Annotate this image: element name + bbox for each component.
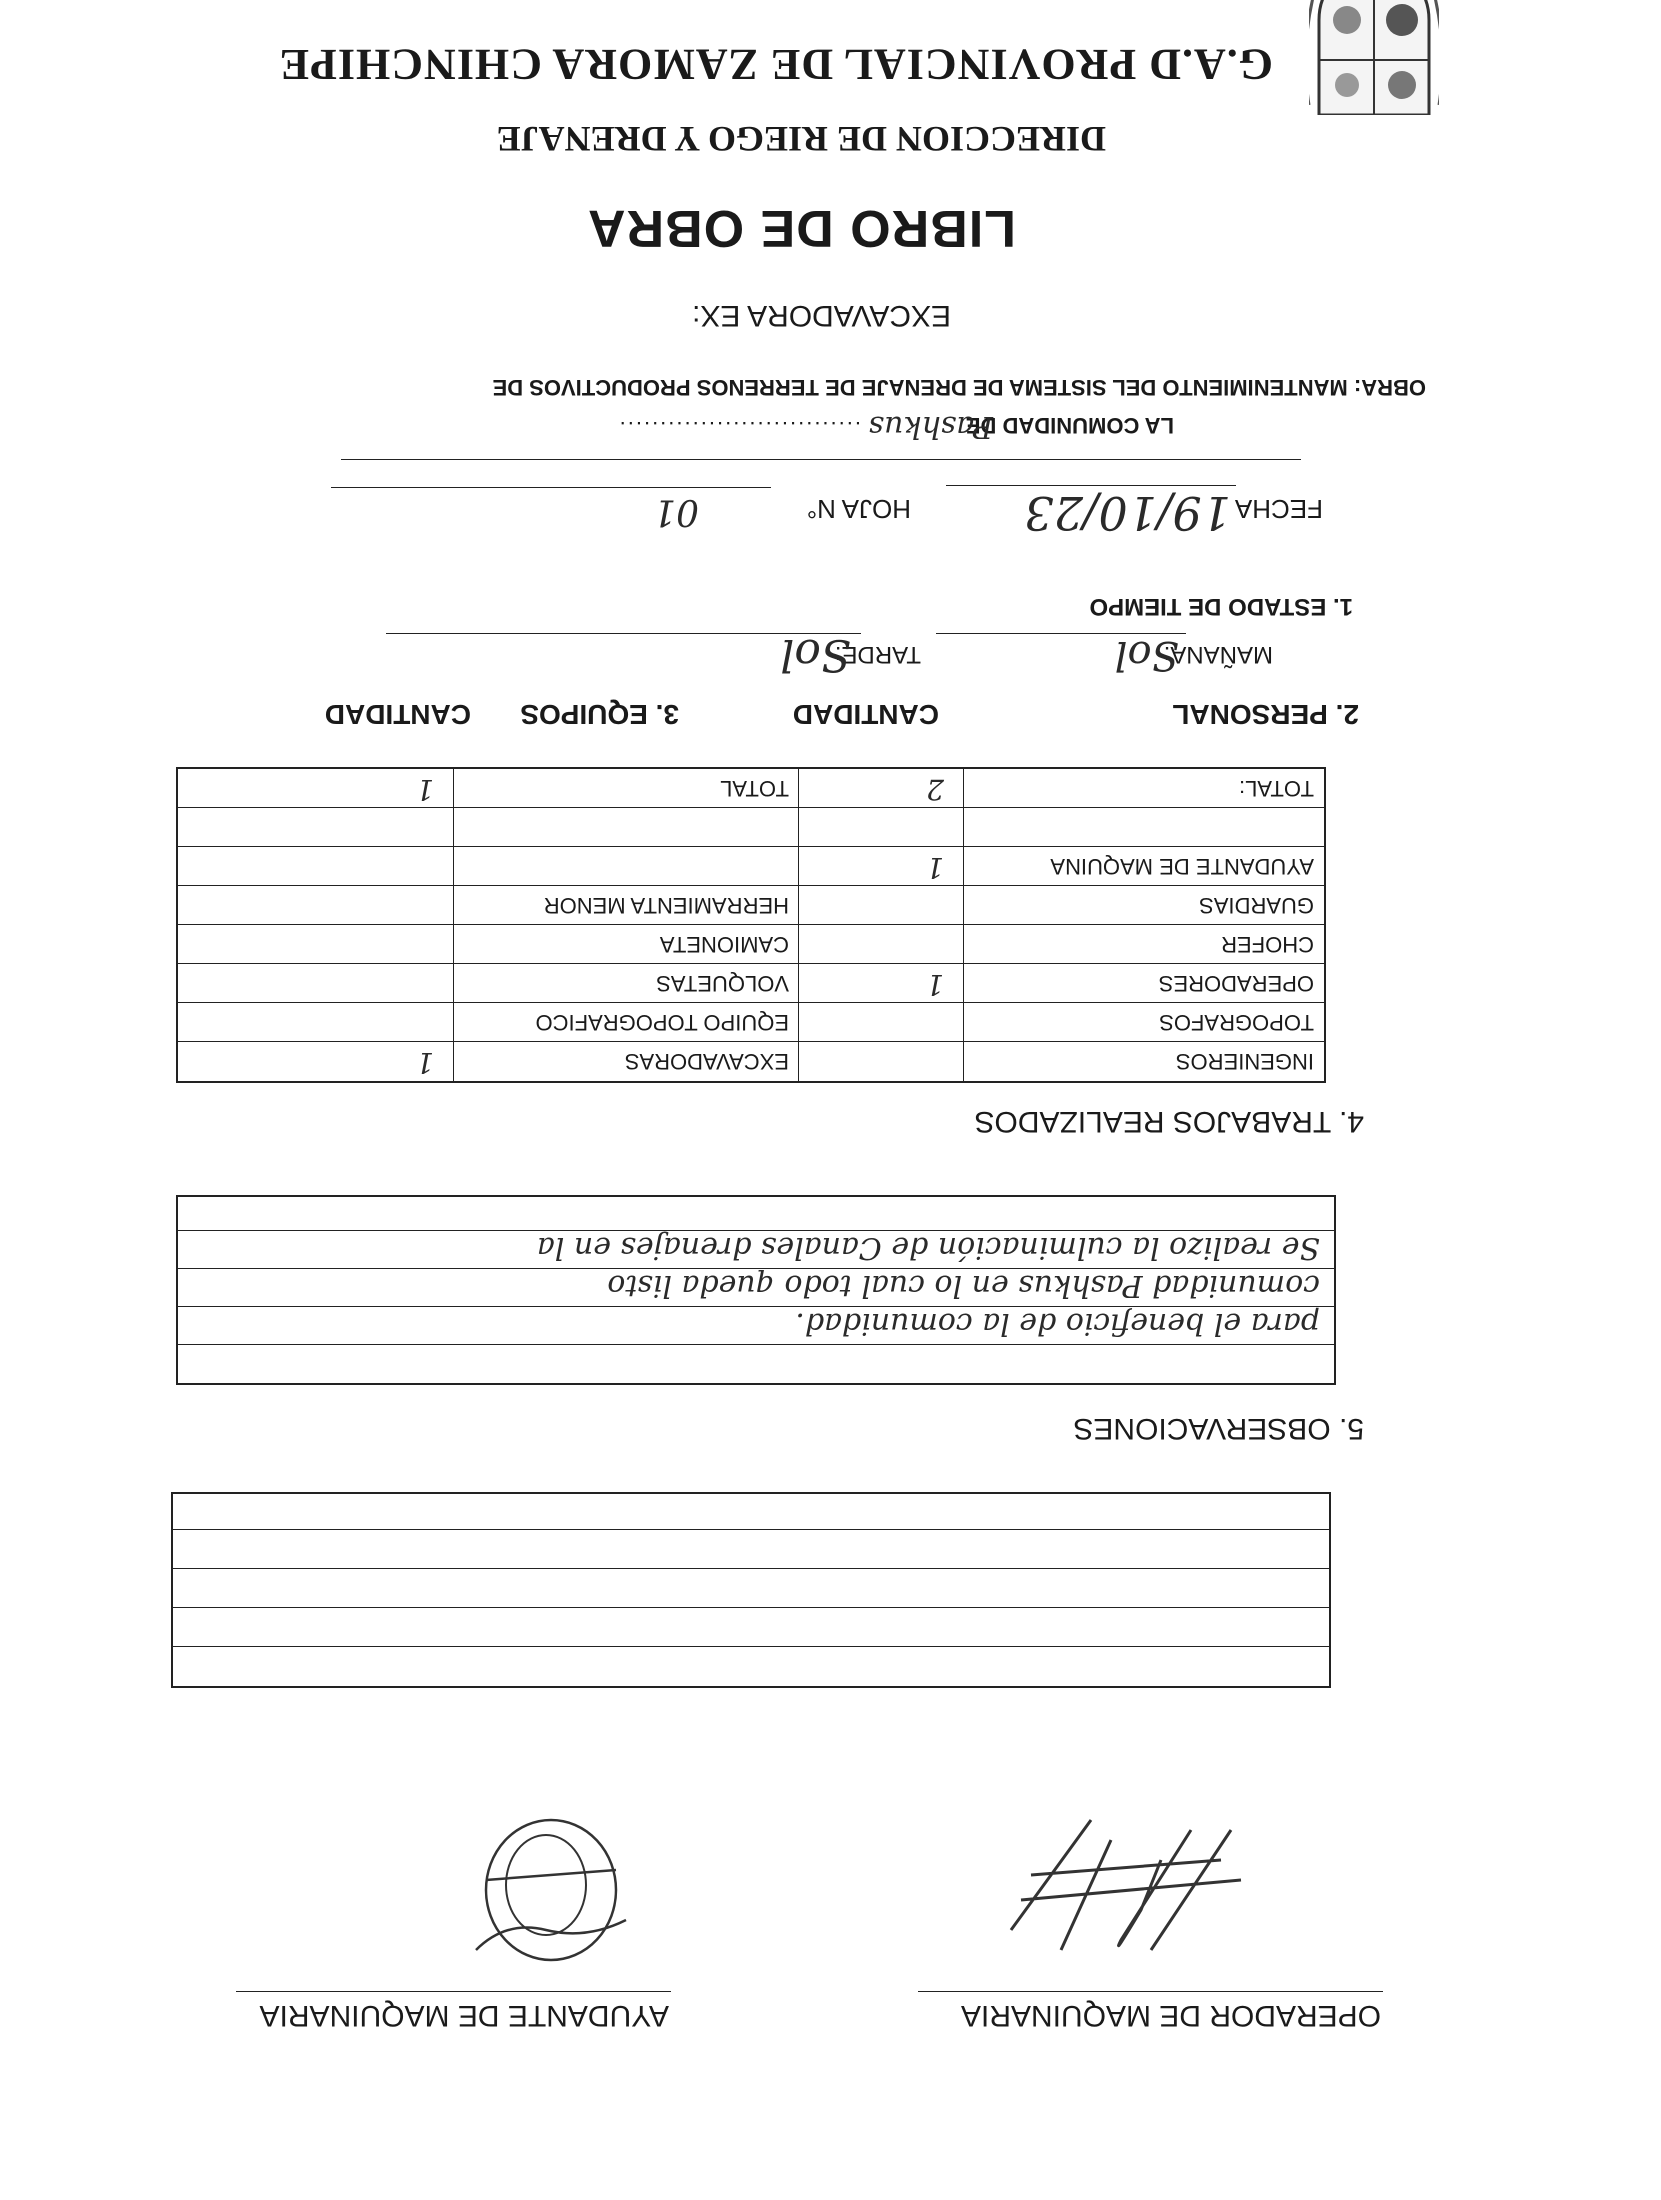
table-cell-personal: CHOFER [1221,932,1314,957]
coat-of-arms-logo [1309,0,1439,115]
table-cell-personal: OPERADORES [1158,971,1314,996]
section-3-cantidad: CANTIDAD [324,699,471,730]
hoja-label: HOJA N° [806,494,911,524]
trabajos-line-2: comunidad Pashkus en lo cual todo queda listo [607,1268,1320,1303]
table-cell-personal: AYUDANTE DE MAQUINA [1050,854,1314,879]
observaciones-box [171,1492,1331,1688]
obra-description: OBRA: MANTENIMIENTO DEL SISTEMA DE DRENAJE DE TERRENOS PRODUCTIVOS DE [492,375,1426,400]
table-cell-p-cant: 1 [926,851,944,884]
table-cell-e-cant: 1 [416,1046,434,1079]
table-cell-personal: GUARDIAS [1199,893,1314,918]
trabajos-line-1: Se realizo la culminación de Canales drenajes en la [536,1230,1320,1265]
table-cell-personal: INGENIEROS [1175,1049,1314,1074]
excavadora-label: EXCAVADORA EX: [692,299,951,332]
department-name: DIRECCION DE RIEGO Y DRENAJE [496,119,1106,159]
org-name: G.A.D PROVINCIAL DE ZAMORA CHINCHIPE [278,40,1273,89]
section-2-title: 2. PERSONAL [1172,699,1359,730]
table-cell-equipo: HERRAMIENTA MENOR [543,893,789,918]
table-cell-equipo: EXCAVADORAS [624,1049,789,1074]
comunidad-label: LA COMUNIDAD DE [965,413,1174,438]
table-cell-e-cant: 1 [416,773,434,806]
table-cell-personal: TOTAL: [1239,776,1314,801]
section-1-title: 1. ESTADO DE TIEMPO [1089,593,1353,620]
fecha-label: FECHA [1234,494,1323,524]
operador-label: OPERADOR DE MAQUINARIA [960,1999,1381,2032]
table-cell-equipo: TOTAL [720,776,789,801]
section-2-cantidad: CANTIDAD [792,699,939,730]
operador-signature [991,1800,1261,1970]
tarde-value: Sol [780,629,851,680]
section-5-title: 5. OBSERVACIONES [1073,1412,1364,1445]
trabajos-line-3: para el beneficio de la comunidad. [795,1306,1320,1341]
table-cell-p-cant: 1 [926,968,944,1001]
ayudante-signature [456,1800,646,1980]
table-cell-equipo: VOLQUETAS [656,971,789,996]
table-cell-personal: TOPOGRAFOS [1159,1010,1314,1035]
comunidad-value: Pashkus [868,409,993,444]
table-cell-p-cant: 2 [926,773,944,806]
table-cell-equipo: CAMIONETA [659,932,789,957]
manana-label: MAÑANA: [1163,641,1273,668]
hoja-value: 01 [653,491,699,532]
personal-equipos-table [176,767,1326,1083]
section-4-title: 4. TRABAJOS REALIZADOS [974,1105,1364,1138]
tarde-label: TARDE: [834,641,921,668]
section-3-title: 3. EQUIPOS [520,699,679,730]
manana-value: Sol [1114,632,1179,678]
ayudante-label: AYUDANTE DE MAQUINARIA [259,1999,669,2032]
document-page: G.A.D PROVINCIAL DE ZAMORA CHINCHIPE DIRECCION DE RIEGO Y DRENAJE LIBRO DE OBRA EXCAVADORA EX: OBRA: MANTENIMIENTO DEL SISTEMA DE DRENAJE DE TERRENOS PRODUCTIVOS DE LA COMUNIDAD DE Pashkus .............................. FECHA 19/10/23 HOJA N° 01 1. ESTADO DE TIEMPO MAÑANA: Sol TARDE: Sol 2. PERSONAL CANTIDAD 3. EQUIPOS CANTIDAD INGENIEROS EXCAVADORAS 1 TOPOGRAFOS EQUIPO TOPOGRAFICO OPERADORES 1 VOLQUETAS CHOFER CAMIONETA GUARDIAS HERRAMIENTA MENOR AYUDANTE DE MAQUINA 1 TOTAL: 2 TOTAL 1 4. TRABAJOS REALIZADOS Se realizo la culminación de Canales drenajes en la comunidad Pashkus en lo cual todo queda listo para el beneficio de la comunidad. 5. OBSERVACIONES OPERADOR DE MAQUINARIA AYUDANTE DE MAQUINARIA [0,0,1661,2200]
fecha-value: 19/10/23 [1024,486,1231,540]
table-cell-equipo: EQUIPO TOPOGRAFICO [535,1010,789,1035]
page-title: LIBRO DE OBRA [587,199,1016,257]
trabajos-box [176,1195,1336,1385]
